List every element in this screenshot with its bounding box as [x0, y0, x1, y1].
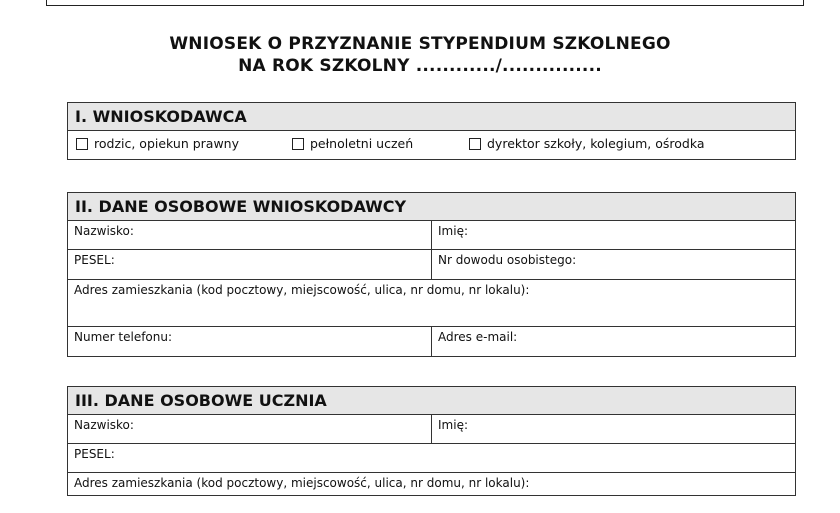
- student-address-field[interactable]: [68, 473, 795, 513]
- row-address: [68, 280, 795, 327]
- applicant-pesel-label: PESEL:: [74, 253, 115, 267]
- student-first-name-field[interactable]: [432, 415, 795, 443]
- row-student-name: [68, 415, 795, 444]
- student-surname-field[interactable]: [68, 415, 432, 443]
- student-address-label: Adres zamieszkania (kod pocztowy, miejscowość, ulica, nr domu, nr lokalu):: [74, 476, 530, 490]
- checkbox-parent[interactable]: [76, 138, 88, 150]
- applicant-address-label: Adres zamieszkania (kod pocztowy, miejscowość, ulica, nr domu, nr lokalu):: [74, 283, 530, 297]
- row-student-pesel: [68, 444, 795, 473]
- form-title: WNIOSEK O PRZYZNANIE STYPENDIUM SZKOLNEGO: [169, 34, 671, 54]
- form-subtitle-school-year: NA ROK SZKOLNY ............/...............: [238, 56, 602, 76]
- student-first-name-label: Imię:: [438, 418, 468, 432]
- applicant-address-field[interactable]: [68, 280, 795, 326]
- option-director[interactable]: [469, 136, 705, 151]
- applicant-phone-field[interactable]: [68, 327, 432, 356]
- option-parent-label: rodzic, opiekun prawny: [94, 136, 239, 151]
- checkbox-director[interactable]: [469, 138, 481, 150]
- row-student-address: [68, 473, 795, 513]
- option-parent[interactable]: [76, 136, 239, 151]
- applicant-surname-label: Nazwisko:: [74, 224, 134, 238]
- student-pesel-field[interactable]: [68, 444, 795, 472]
- section-applicant: [67, 102, 796, 160]
- section-applicant-heading: I. WNIOSKODAWCA: [68, 103, 795, 131]
- applicant-surname-field[interactable]: [68, 221, 432, 249]
- applicant-id-number-label: Nr dowodu osobistego:: [438, 253, 577, 267]
- section-applicant-details-heading: II. DANE OSOBOWE WNIOSKODAWCY: [68, 193, 795, 221]
- checkbox-adult-student[interactable]: [292, 138, 304, 150]
- applicant-type-options: [68, 131, 795, 159]
- row-contact: [68, 327, 795, 356]
- applicant-id-number-field[interactable]: [432, 250, 795, 279]
- student-pesel-label: PESEL:: [74, 447, 115, 461]
- applicant-first-name-field[interactable]: [432, 221, 795, 249]
- row-pesel: [68, 250, 795, 280]
- applicant-pesel-field[interactable]: [68, 250, 432, 279]
- top-frame: [46, 0, 804, 6]
- option-director-label: dyrektor szkoły, kolegium, ośrodka: [487, 136, 705, 151]
- option-adult-student[interactable]: [292, 136, 413, 151]
- applicant-email-label: Adres e-mail:: [438, 330, 518, 344]
- option-adult-student-label: pełnoletni uczeń: [310, 136, 414, 151]
- section-applicant-details: [67, 192, 796, 357]
- applicant-phone-label: Numer telefonu:: [74, 330, 173, 344]
- row-name: [68, 221, 795, 250]
- student-surname-label: Nazwisko:: [74, 418, 134, 432]
- section-student-details-heading: III. DANE OSOBOWE UCZNIA: [68, 387, 795, 415]
- applicant-email-field[interactable]: [432, 327, 795, 356]
- applicant-first-name-label: Imię:: [438, 224, 468, 238]
